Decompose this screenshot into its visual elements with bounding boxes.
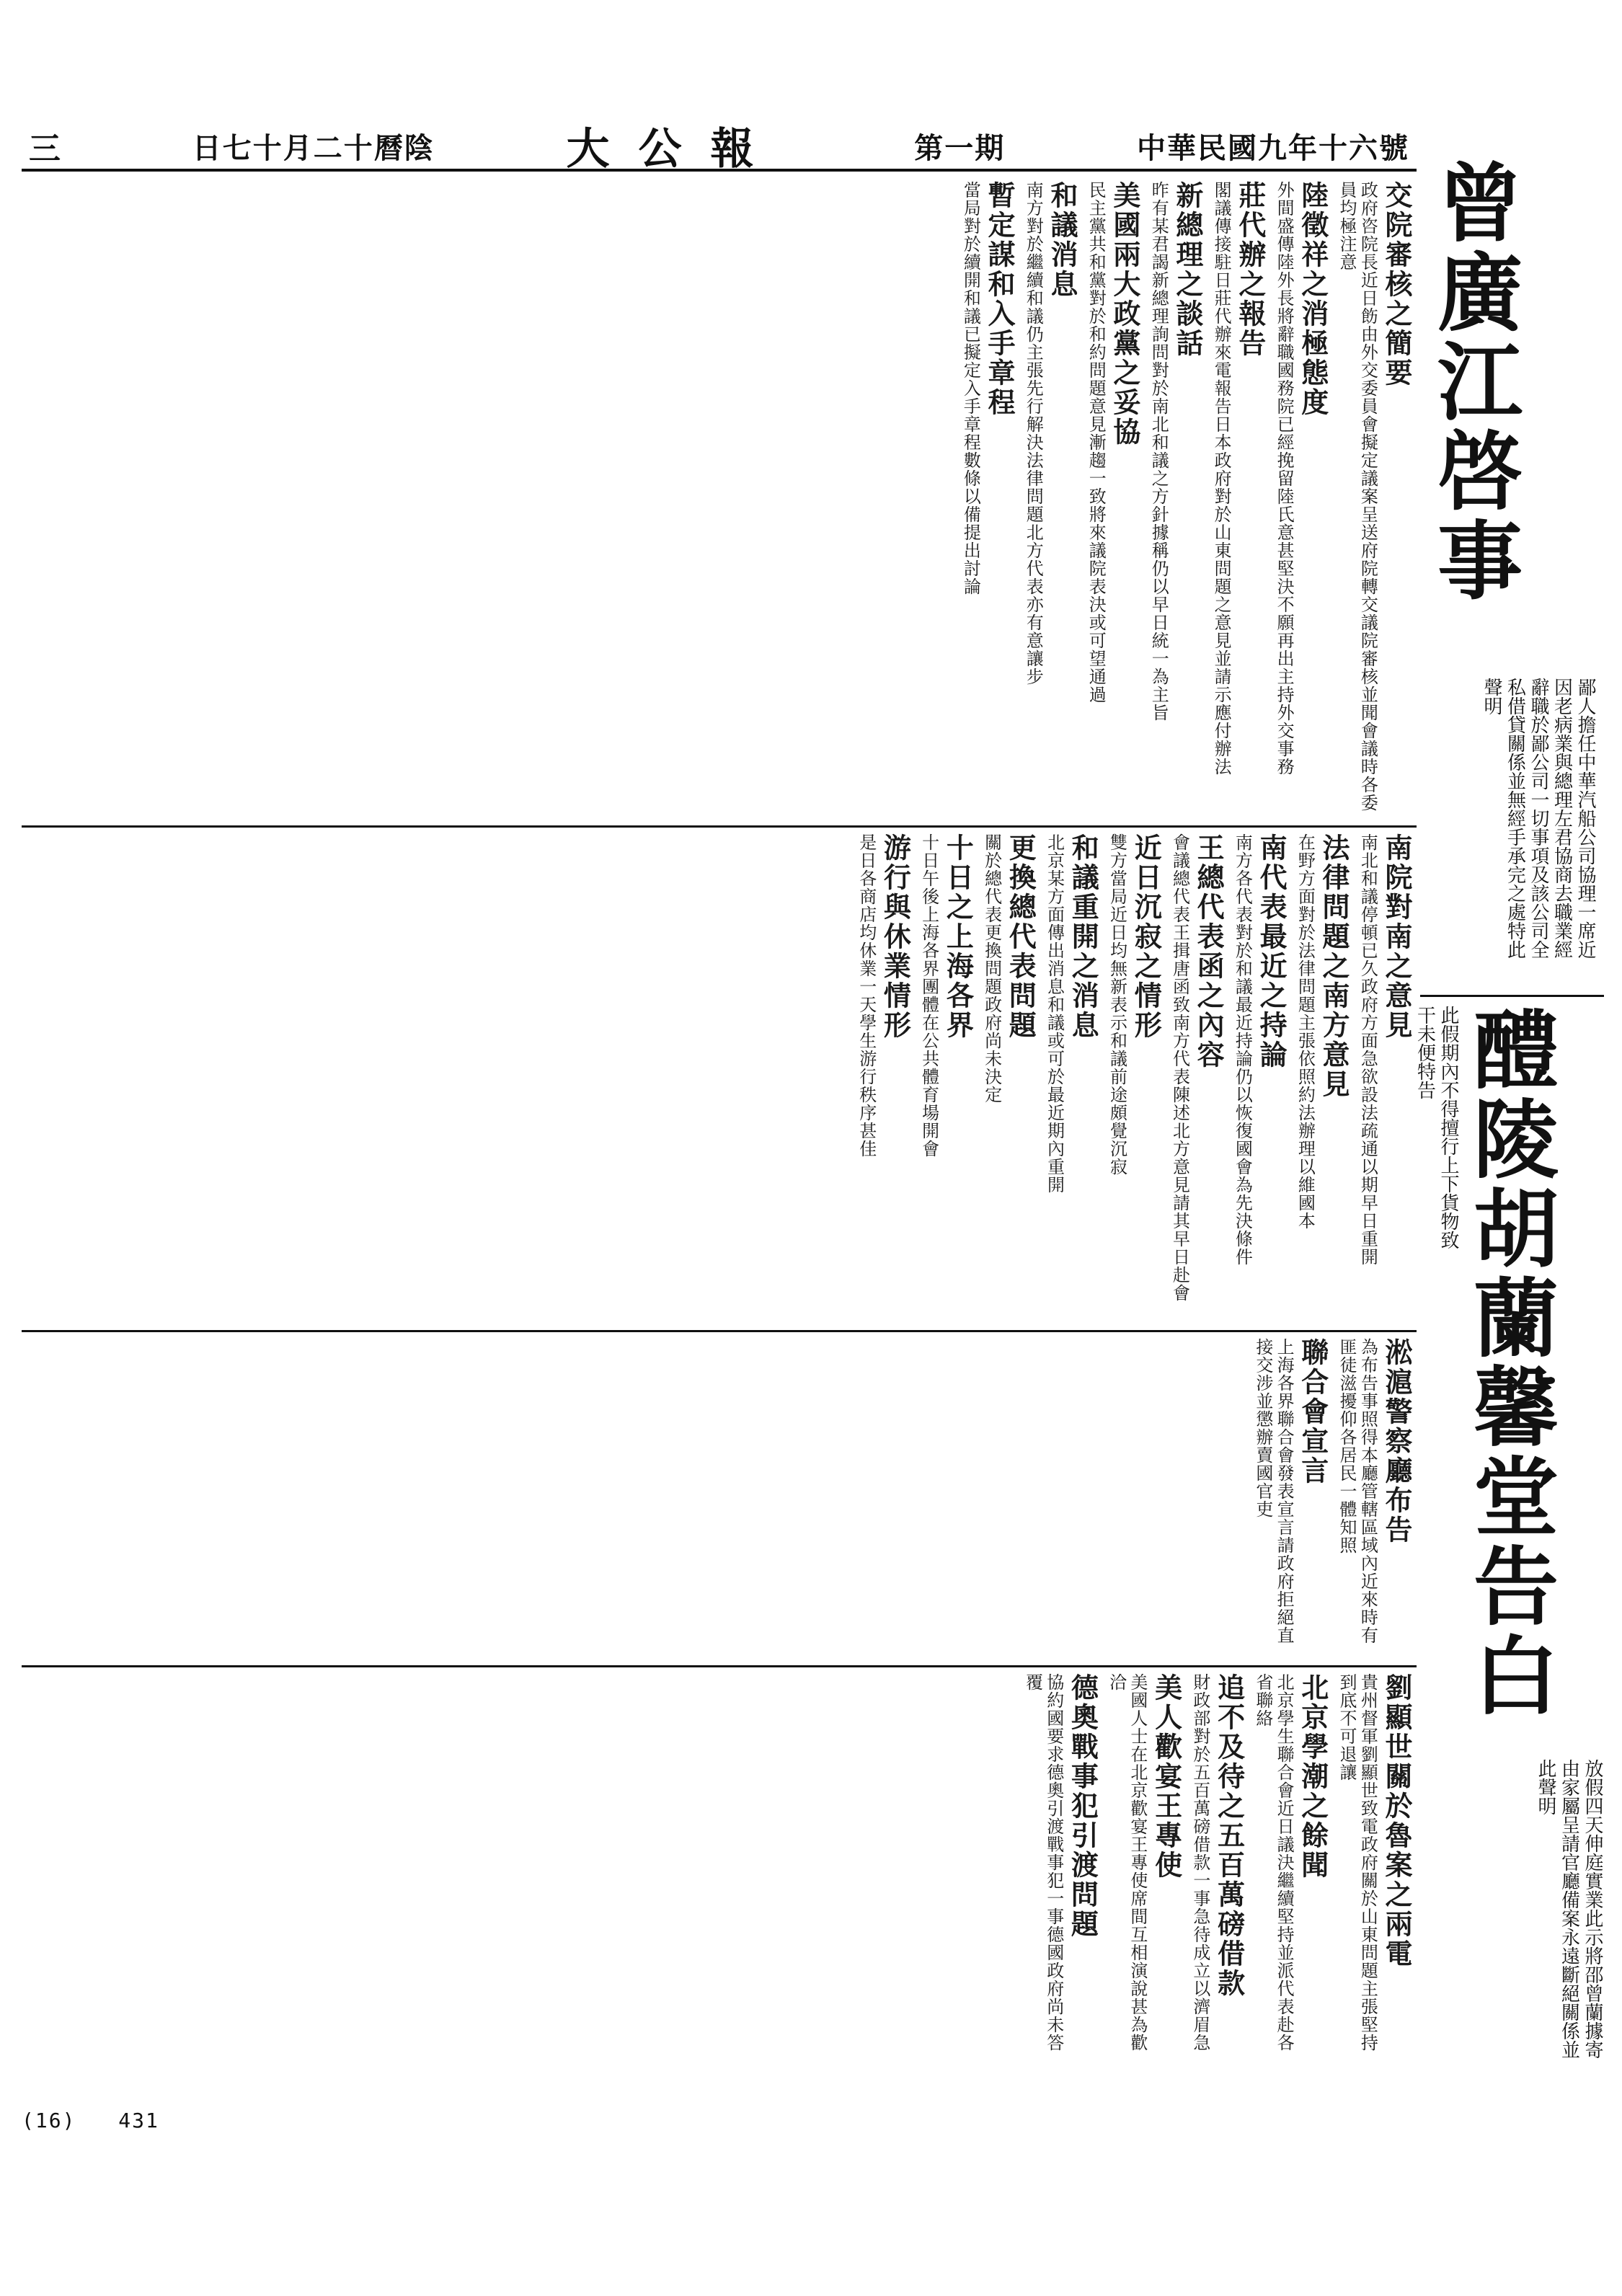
article-body: 財政部對於五百萬磅借款一事急待成立以濟眉急 [1189, 1673, 1210, 2052]
ad-text-hu: 放假四天伸庭實業此示將邵曾蘭據寄由家屬呈請官廳備案永遠斷絕關係並此聲明 [1535, 1759, 1603, 2059]
article [1106, 833, 1161, 1326]
article-headline: 暫定謀和入手章程 [983, 181, 1016, 417]
tier-4 [22, 1669, 1417, 2065]
article [1148, 181, 1203, 821]
article-headline: 淞滬警察廳布告 [1381, 1338, 1413, 1545]
article-body: 十日午後上海各界團體在公共體育場開會 [918, 833, 939, 1158]
masthead-date-right: 日七十月二十曆陰 [192, 130, 435, 165]
article-body: 是日各商店均休業一天學生游行秩序甚佳 [856, 833, 877, 1158]
article-headline: 陸徵祥之消極態度 [1296, 181, 1329, 417]
article-body: 北京學生聯合會近日議決繼續堅持並派代表赴各省聯絡 [1252, 1673, 1295, 2052]
article-body: 政府咨院長近日飭由外交委員會擬定議案呈送府院轉交議院審核並聞會議時各委員均極注意 [1337, 181, 1378, 812]
article-body: 上海各界聯合會發表宣言請政府拒絕直接交涉並懲辦賣國官吏 [1252, 1338, 1295, 1644]
article [980, 833, 1036, 1326]
article-headline: 追不及待之五百萬磅借款 [1213, 1673, 1246, 1998]
article [1021, 1673, 1098, 2061]
article-headline: 南院對南之意見 [1381, 833, 1413, 1040]
article [1189, 1673, 1245, 2061]
article-headline: 北京學潮之餘聞 [1296, 1673, 1329, 1880]
article-headline: 劉顯世關於魯案之兩電 [1381, 1673, 1413, 1969]
article-headline: 交院審核之簡要 [1381, 181, 1413, 388]
article-headline: 王總代表函之內容 [1192, 833, 1226, 1070]
article [1210, 181, 1266, 821]
ad-title-zeng: 曾廣江啓事 [1423, 159, 1523, 606]
article-body: 貴州督軍劉顯世致電政府關於山東問題主張堅持到底不可退讓 [1337, 1673, 1378, 2052]
tier-2 [22, 829, 1417, 1332]
page-number: 三 [29, 130, 61, 167]
tier-1 [22, 177, 1417, 828]
article-body: 閣議傳接駐日莊代辦來電報告日本政府對於山東問題之意見並請示應付辦法 [1211, 181, 1232, 776]
article-headline: 和議消息 [1045, 181, 1078, 299]
article-headline: 十日之上海各界 [941, 833, 975, 1040]
article [1231, 833, 1287, 1326]
article [1294, 833, 1350, 1326]
article-body: 會議總代表王揖唐函致南方代表陳述北方意見請其早日赴會 [1169, 833, 1190, 1302]
article [1357, 833, 1412, 1326]
article-headline: 美人歡宴王專使 [1150, 1673, 1183, 1880]
article-body: 南方各代表對於和議最近持論仍以恢復國會為先決條件 [1232, 833, 1253, 1266]
article-headline: 莊代辦之報告 [1233, 181, 1267, 358]
article [960, 181, 1015, 821]
article [1043, 833, 1099, 1326]
tier-3-text [22, 1334, 1417, 1665]
masthead [22, 123, 1417, 172]
article-body: 昨有某君謁新總理詢問對於南北和議之方針據稱仍以早日統一為主旨 [1148, 181, 1169, 722]
masthead-issue: 第一期 [914, 130, 1006, 165]
article-body: 民主黨共和黨對於和約問題意見漸趨一致將來議院表決或可望通過 [1086, 181, 1107, 704]
tier-4-text [22, 1669, 1417, 2065]
article-headline: 更換總代表問題 [1004, 833, 1037, 1040]
article-body: 協約國要求德奧引渡戰事犯一事德國政府尚未答覆 [1022, 1673, 1064, 2052]
article-body: 南方對於繼續和議仍主張先行解決法律問題北方代表亦有意讓步 [1023, 181, 1044, 686]
article-headline: 南代表最近之持論 [1255, 833, 1288, 1070]
article [1169, 833, 1224, 1326]
article [1336, 1673, 1412, 2061]
advertisement-strip [1414, 108, 1604, 2076]
article [1252, 1338, 1329, 1661]
footer-page: 431 [118, 2109, 159, 2132]
article [1085, 181, 1140, 821]
news-grid [22, 177, 1417, 2065]
article-body: 為布告事照得本廳管轄區域內近來時有匪徒滋擾仰各居民一體知照 [1337, 1338, 1378, 1644]
article-headline: 游行與休業情形 [879, 833, 912, 1040]
article [1336, 181, 1412, 821]
article [1105, 1673, 1182, 2061]
article-body: 北京某方面傳出消息和議或可於最近期內重開 [1044, 833, 1065, 1194]
article [1022, 181, 1078, 821]
article-headline: 德奧戰事犯引渡問題 [1066, 1673, 1099, 1939]
footer-volume: (16) [22, 2109, 76, 2132]
newspaper-title: 大公報 [566, 124, 783, 174]
article-headline: 近日沉寂之情形 [1130, 833, 1163, 1040]
tier-3 [22, 1334, 1417, 1667]
article-body: 當局對於續開和議已擬定入手章程數條以備提出討論 [960, 181, 981, 595]
article-body: 美國人士在北京歡宴王專使席間互相演說甚為歡洽 [1106, 1673, 1148, 2052]
article-headline: 聯合會宣言 [1296, 1338, 1329, 1486]
article-body: 雙方當局近日均無新表示和議前途頗覺沉寂 [1107, 833, 1127, 1176]
article-headline: 和議重開之消息 [1067, 833, 1100, 1040]
article-body: 關於總代表更換問題政府尚未決定 [981, 833, 1002, 1104]
article [1273, 181, 1329, 821]
article-body: 外間盛傳陸外長將辭職國務院已經挽留陸氏意甚堅決不願再出主持外交事務 [1274, 181, 1295, 776]
ad-text-zeng: 鄙人擔任中華汽船公司協理一席近因老病業與總理左君協商去職業經辭職於鄙公司一切事項及該公司全私借貸關係並無經手承完之處特此聲明 [1481, 678, 1596, 959]
article [855, 833, 910, 1326]
ad-title-hu: 醴陵胡蘭馨堂告白 [1459, 1006, 1559, 1721]
article [1336, 1338, 1412, 1661]
ad-notice: 此假期內不得擅行上下貨物致干未便特告 [1414, 1006, 1459, 1249]
article [1252, 1673, 1329, 2061]
tier-1-text [22, 177, 1417, 825]
article-headline: 新總理之談話 [1171, 181, 1204, 358]
ad-divider [1420, 995, 1604, 997]
article-headline: 法律問題之南方意見 [1318, 833, 1351, 1099]
masthead-date: 中華民國九年十六號 [1137, 130, 1409, 165]
tier-2-text [22, 829, 1417, 1330]
article-body: 南北和議停頓已久政府方面急欲設法疏通以期早日重開 [1357, 833, 1378, 1266]
article [918, 833, 973, 1326]
article-headline: 美國兩大政黨之妥協 [1108, 181, 1141, 447]
page-footer [22, 2109, 188, 2132]
article-body: 在野方面對於法律問題主張依照約法辦理以維國本 [1295, 833, 1316, 1230]
